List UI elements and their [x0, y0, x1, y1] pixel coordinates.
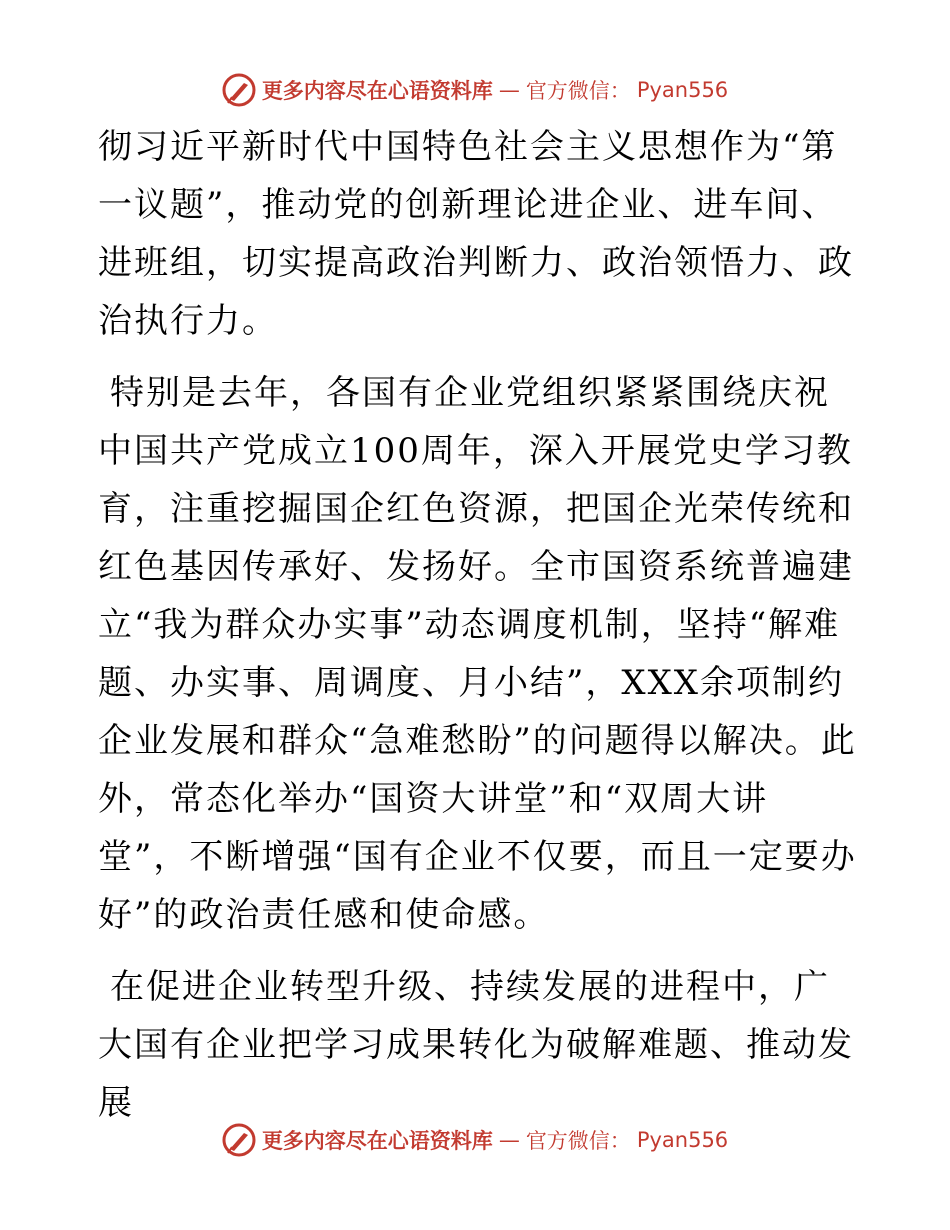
- document-body: [98, 118, 858, 1146]
- paragraph-1: 彻习近平新时代中国特色社会主义思想作为“第一议题”，推动党的创新理论进企业、进车间、进班组，切实提高政治判断力、政治领悟力、政治执行力。: [98, 127, 854, 341]
- watermark-account-id: Pyan556: [636, 1128, 729, 1152]
- watermark-main-text: 更多内容尽在心语资料库: [261, 1128, 493, 1153]
- feather-pen-logo-icon: [222, 1123, 256, 1157]
- watermark-main-text: 更多内容尽在心语资料库: [261, 78, 493, 103]
- watermark-separator: —: [498, 78, 520, 102]
- paragraph-2: 特别是去年，各国有企业党组织紧紧围绕庆祝中国共产党成立100周年，深入开展党史学习教育，注重挖掘国企红色资源，把国企光荣传统和红色基因传承好、发扬好。全市国资系统普遍建立“我为群众办实事”动态调度机制，坚持“解难题、办实事、周调度、月小结”，XXX余项制约企业发展和群众“急难愁盼”的问题得以解决。此外，常态化举办“国资大讲堂”和“双周大讲堂”，不断增强“国有企业不仅要，而且一定要办好”的政治责任感和使命感。: [98, 373, 857, 935]
- footer-watermark: [0, 1120, 950, 1160]
- watermark-account-id: Pyan556: [636, 78, 729, 102]
- watermark-official-label: 官方微信：: [525, 1129, 631, 1153]
- watermark-official-label: 官方微信：: [525, 79, 631, 103]
- watermark-separator: —: [498, 1128, 520, 1152]
- paragraph-3: 在促进企业转型升级、持续发展的进程中，广大国有企业把学习成果转化为破解难题、推动发展: [98, 967, 854, 1123]
- header-watermark: [0, 70, 950, 110]
- feather-pen-logo-icon: [222, 73, 256, 107]
